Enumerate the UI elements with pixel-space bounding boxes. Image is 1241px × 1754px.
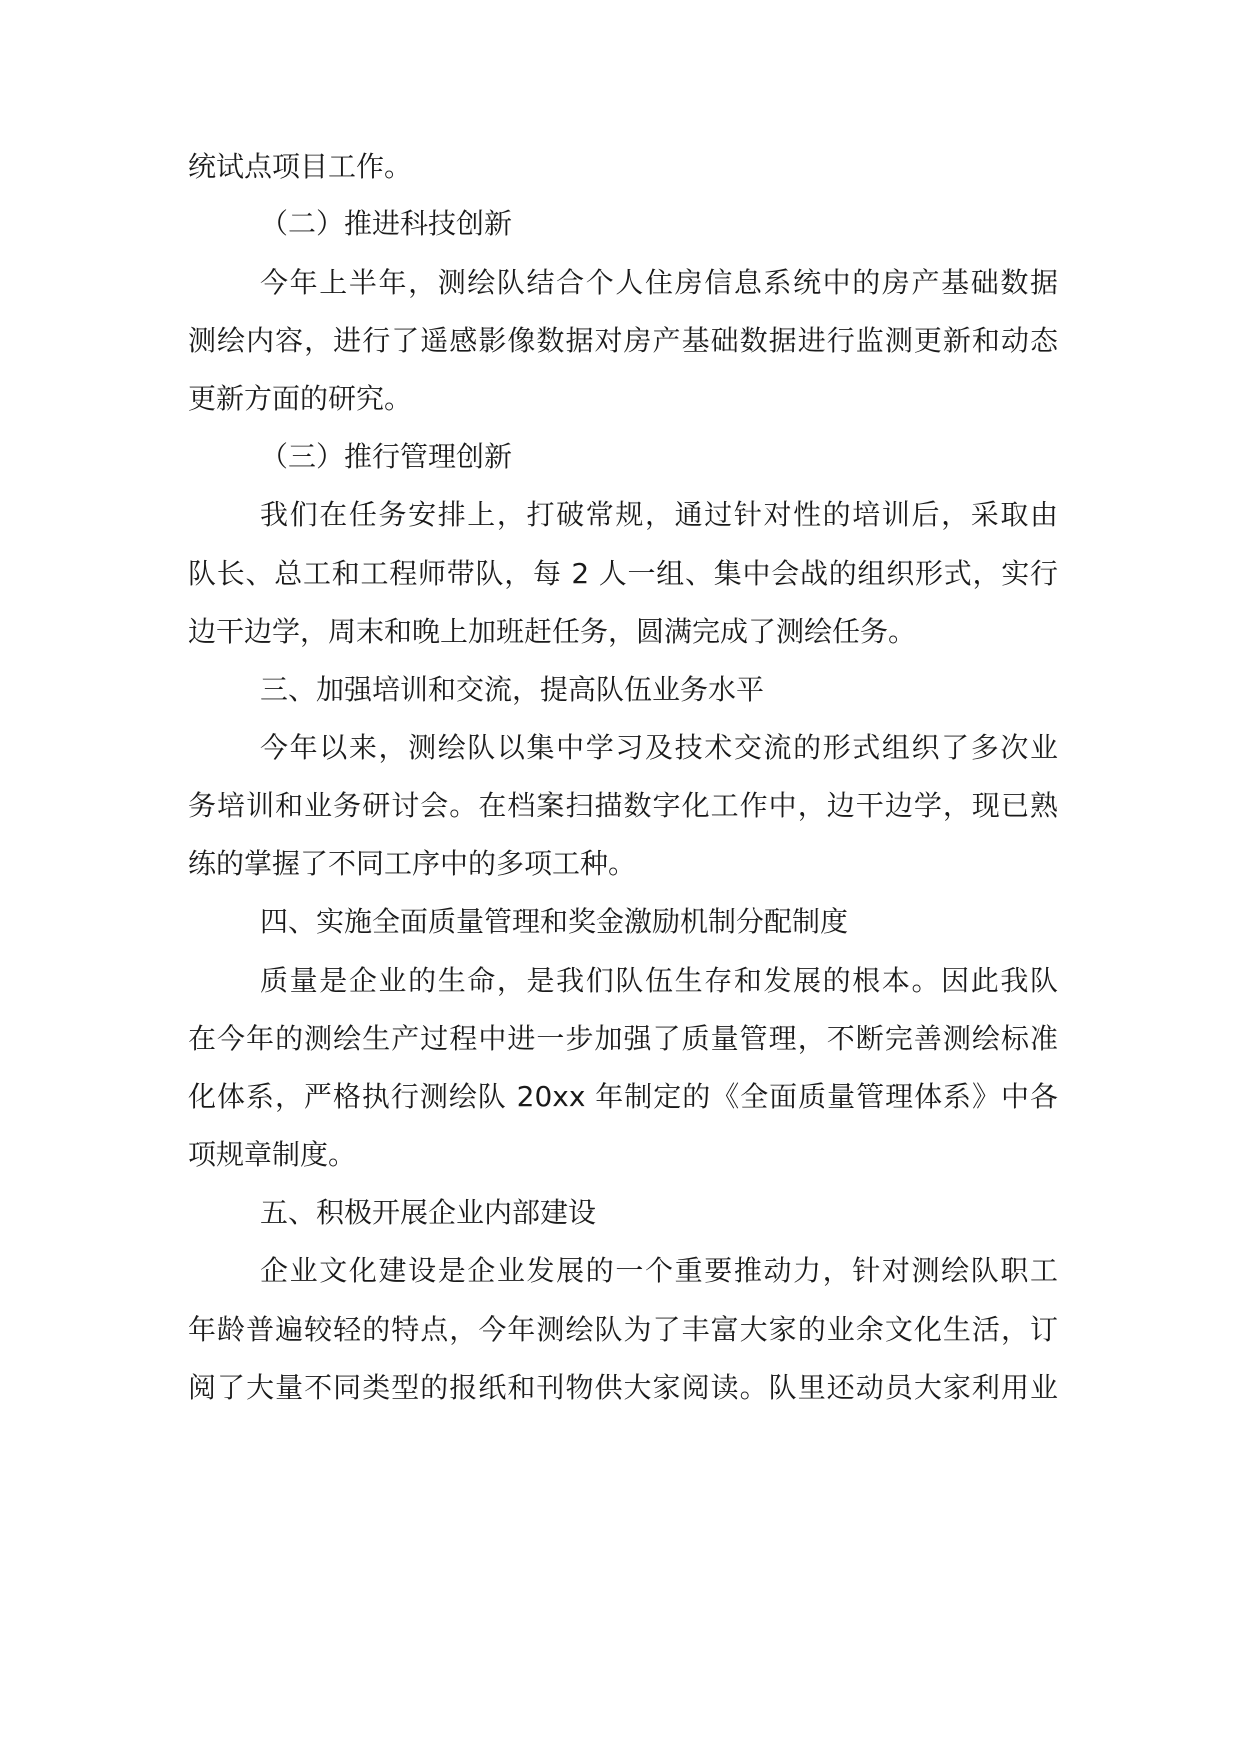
text-line: 更新方面的研究。 xyxy=(188,382,413,415)
section-heading: （二）推进科技创新 xyxy=(260,207,513,240)
text-line: 年龄普遍较轻的特点，今年测绘队为了丰富大家的业余文化生活，订 xyxy=(188,1313,1058,1346)
section-heading: （三）推行管理创新 xyxy=(260,440,513,473)
text-line: 质量是企业的生命，是我们队伍生存和发展的根本。因此我队 xyxy=(260,964,1058,997)
text-line: 统试点项目工作。 xyxy=(188,150,413,183)
text-line: 务培训和业务研讨会。在档案扫描数字化工作中，边干边学，现已熟 xyxy=(188,789,1058,822)
text-line: 边干边学，周末和晚上加班赶任务，圆满完成了测绘任务。 xyxy=(188,615,917,648)
section-heading: 三、加强培训和交流，提高队伍业务水平 xyxy=(260,673,765,706)
text-line: 我们在任务安排上，打破常规，通过针对性的培训后，采取由 xyxy=(260,498,1058,531)
text-line: 今年以来，测绘队以集中学习及技术交流的形式组织了多次业 xyxy=(260,731,1058,764)
text-line: 阅了大量不同类型的报纸和刊物供大家阅读。队里还动员大家利用业 xyxy=(188,1371,1058,1404)
section-heading: 四、实施全面质量管理和奖金激励机制分配制度 xyxy=(260,905,849,938)
text-line: 测绘内容，进行了遥感影像数据对房产基础数据进行监测更新和动态 xyxy=(188,324,1058,357)
text-line: 今年上半年，测绘队结合个人住房信息系统中的房产基础数据 xyxy=(260,266,1058,299)
text-line: 项规章制度。 xyxy=(188,1138,357,1171)
text-line: 化体系，严格执行测绘队 20xx 年制定的《全面质量管理体系》中各 xyxy=(188,1080,1058,1113)
text-line: 练的掌握了不同工序中的多项工种。 xyxy=(188,847,637,880)
text-line: 在今年的测绘生产过程中进一步加强了质量管理，不断完善测绘标准 xyxy=(188,1022,1058,1055)
section-heading: 五、积极开展企业内部建设 xyxy=(260,1196,597,1229)
text-line: 队长、总工和工程师带队，每 2 人一组、集中会战的组织形式，实行 xyxy=(188,557,1058,590)
text-line: 企业文化建设是企业发展的一个重要推动力，针对测绘队职工 xyxy=(260,1254,1058,1287)
